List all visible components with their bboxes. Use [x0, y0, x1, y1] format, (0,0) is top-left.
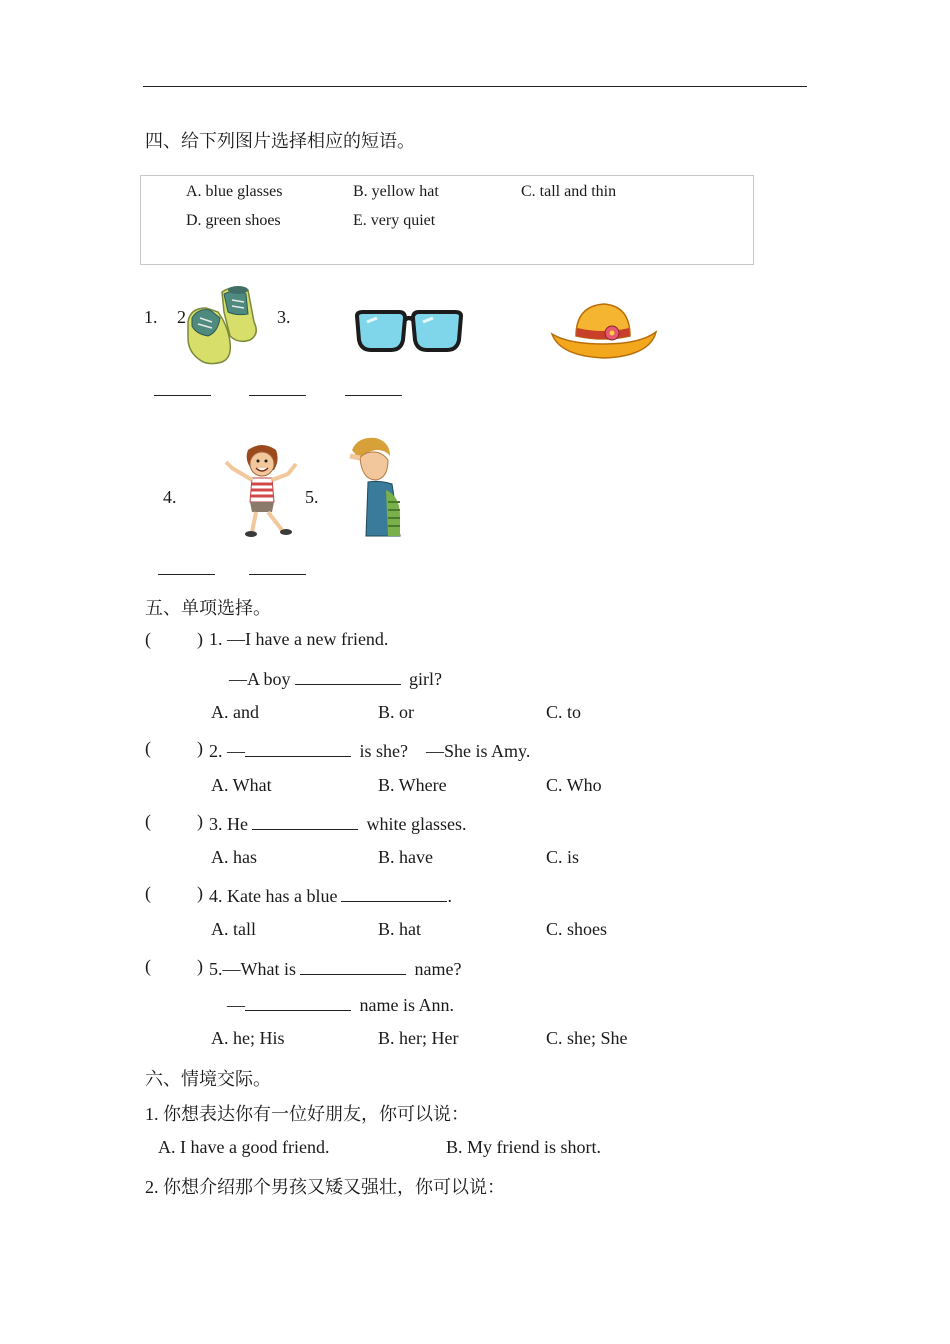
- picture-number-4: 4.: [163, 487, 177, 507]
- q2-stem-a: 2. —: [209, 741, 245, 761]
- q2-stem: [209, 738, 530, 762]
- q3-paren-open: (: [145, 811, 151, 831]
- answer-blank-1[interactable]: [154, 395, 211, 396]
- quiet-boy-icon: [346, 436, 404, 540]
- q5-paren-close: ): [197, 956, 203, 976]
- q2-paren-open: (: [145, 738, 151, 758]
- q5-option-b[interactable]: B. her; Her: [378, 1028, 459, 1048]
- q1-paren-close: ): [197, 629, 203, 649]
- q1-option-a[interactable]: A. and: [211, 702, 259, 722]
- q3-paren-close: ): [197, 811, 203, 831]
- q2-paren-close: ): [197, 738, 203, 758]
- q5-blank-1[interactable]: [300, 956, 406, 975]
- q4-stem-b: .: [447, 886, 452, 906]
- option-e: E. very quiet: [353, 212, 436, 229]
- q2-blank[interactable]: [245, 738, 351, 757]
- yellow-hat-icon: [550, 302, 658, 362]
- picture-number-5: 5.: [305, 487, 319, 507]
- q3-stem: [209, 811, 466, 835]
- section4-title: 四、给下列图片选择相应的短语。: [145, 131, 415, 151]
- option-b: B. yellow hat: [353, 183, 439, 200]
- q4-option-b[interactable]: B. hat: [378, 919, 421, 939]
- q3-option-a[interactable]: A. has: [211, 847, 257, 867]
- answer-blank-5[interactable]: [249, 574, 306, 575]
- picture-number-2: 2: [177, 307, 186, 327]
- q4-stem-a: 4. Kate has a blue: [209, 886, 338, 906]
- q5-paren-open: (: [145, 956, 151, 976]
- picture-number-1: 1.: [144, 307, 158, 327]
- q3-blank[interactable]: [252, 811, 358, 830]
- answer-blank-2[interactable]: [249, 395, 306, 396]
- picture-number-3: 3.: [277, 307, 291, 327]
- q3-option-c[interactable]: C. is: [546, 847, 580, 867]
- q4-paren-open: (: [145, 883, 151, 903]
- s6-q1-option-b[interactable]: B. My friend is short.: [446, 1137, 601, 1157]
- q1-stem: 1. —I have a new friend.: [209, 629, 389, 649]
- q2-stem-b: is she?: [359, 741, 408, 761]
- q5-stem: [209, 956, 461, 980]
- q2-option-b[interactable]: B. Where: [378, 775, 447, 795]
- q3-stem-b: white glasses.: [366, 814, 467, 834]
- q2-option-a[interactable]: A. What: [211, 775, 272, 795]
- boy-waving-icon: [222, 440, 304, 540]
- q3-stem-a: 3. He: [209, 814, 248, 834]
- q5-stem-b: name?: [414, 959, 462, 979]
- s6-q1-option-a[interactable]: A. I have a good friend.: [158, 1137, 330, 1157]
- section5-title: 五、单项选择。: [145, 598, 271, 618]
- s6-question-1: 1. 你想表达你有一位好朋友，你可以说：: [145, 1104, 469, 1124]
- q5-line2-a: —: [227, 995, 245, 1015]
- q5-stem-a: 5.—What is: [209, 959, 296, 979]
- q4-paren-close: ): [197, 883, 203, 903]
- q5-line2-b: name is Ann.: [359, 995, 454, 1015]
- q4-option-a[interactable]: A. tall: [211, 919, 256, 939]
- answer-blank-3[interactable]: [345, 395, 402, 396]
- q5-option-a[interactable]: A. he; His: [211, 1028, 285, 1048]
- q1-line2-b: girl?: [409, 669, 443, 689]
- section6-title: 六、情境交际。: [145, 1069, 271, 1089]
- q1-paren-open: (: [145, 629, 151, 649]
- q4-stem: [209, 883, 452, 907]
- q4-blank[interactable]: [341, 883, 447, 902]
- q2-option-c[interactable]: C. Who: [546, 775, 602, 795]
- q1-option-b[interactable]: B. or: [378, 702, 414, 722]
- q5-blank-2[interactable]: [245, 992, 351, 1011]
- blue-glasses-icon: [355, 308, 463, 354]
- s6-question-2: 2. 你想介绍那个男孩又矮又强壮，你可以说：: [145, 1177, 505, 1197]
- q1-line2: [229, 666, 442, 690]
- q2-stem-c: —She is Amy.: [426, 741, 531, 761]
- answer-blank-4[interactable]: [158, 574, 215, 575]
- header-rule: [143, 86, 807, 87]
- options-box: [140, 175, 754, 265]
- option-d: D. green shoes: [186, 212, 281, 229]
- q4-option-c[interactable]: C. shoes: [546, 919, 608, 939]
- q5-line2: [227, 992, 454, 1016]
- option-c: C. tall and thin: [521, 183, 617, 200]
- q5-option-c[interactable]: C. she; She: [546, 1028, 628, 1048]
- green-shoes-icon: [182, 282, 262, 368]
- option-a: A. blue glasses: [186, 183, 283, 200]
- q1-blank[interactable]: [295, 666, 401, 685]
- q1-line2-a: —A boy: [229, 669, 291, 689]
- q1-option-c[interactable]: C. to: [546, 702, 582, 722]
- q3-option-b[interactable]: B. have: [378, 847, 433, 867]
